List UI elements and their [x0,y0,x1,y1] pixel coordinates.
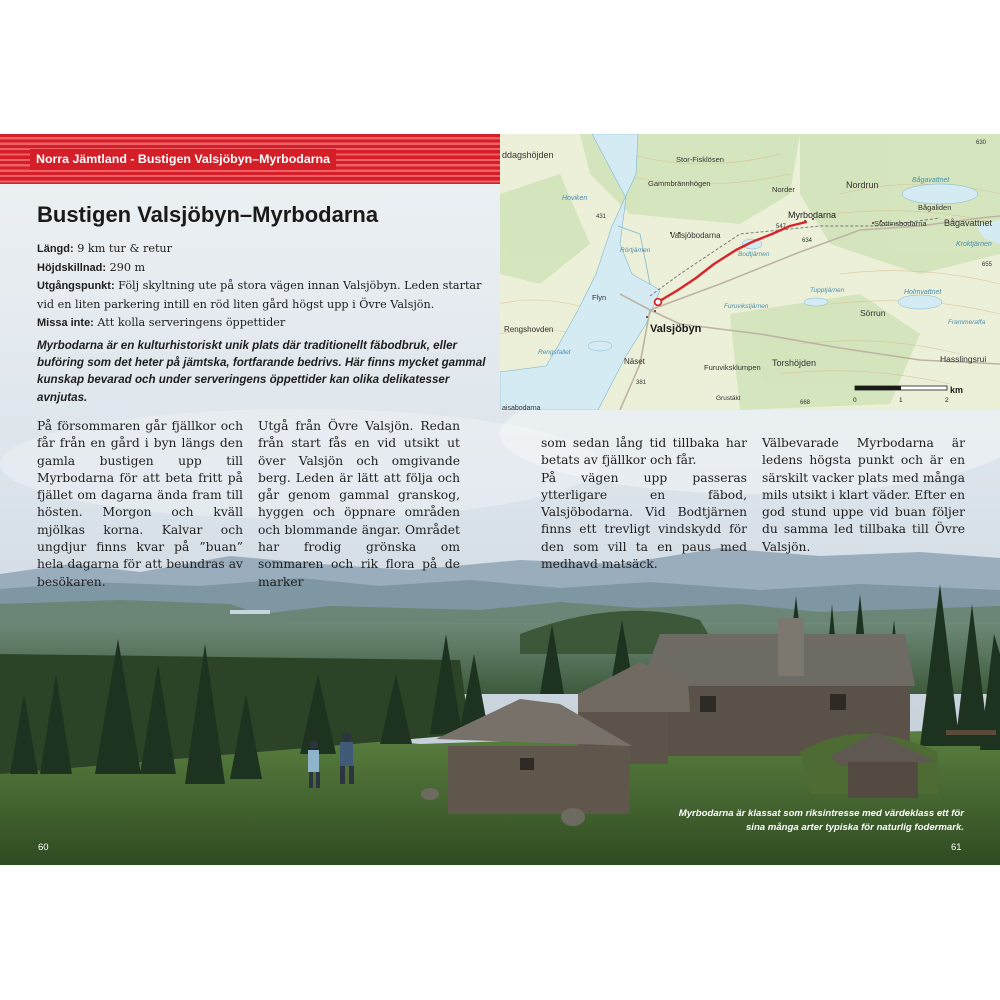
fact-length [37,240,487,259]
map-label: Stor-Fisklösen [676,155,724,164]
scale-tick: 1 [899,397,903,404]
map-label: 547 [776,224,787,230]
section-tag: Norra Jämtland - Bustigen Valsjöbyn–Myrbodarna [30,149,336,170]
map-label: Stattinsbodarna [874,219,927,228]
map-label: Rengsfallet [538,349,571,356]
map-label: Bodtjärnen [738,251,770,258]
map-label: Frammeraffa [948,319,986,326]
map-label: 668 [800,400,811,406]
map-label: Tupptjärnen [810,287,845,294]
article-title: Bustigen Valsjöbyn–Myrbodarna [37,202,379,227]
map-label: Holmvattnet [904,289,942,296]
fact-elevation [37,259,487,278]
map-label: Nordrun [846,180,879,190]
map-canvas [500,134,1000,410]
fact-label: Höjdskillnad: [37,261,107,274]
photo-caption: Myrbodarna är klassat som riksintresse med värdeklass ett för sina många arter typiska för naturlig fodermark. [678,808,964,833]
map-label: Bågavattnet [944,218,993,228]
scale-tick: 0 [853,397,857,404]
map-label: Grustäkt [716,395,741,402]
map-label: Bågavattnet [912,177,950,184]
map-label: Hoviken [562,195,588,202]
body-column-3: som sedan lång tid tillbaka har betats av fjällkor och får. På vägen upp passeras ytterligare en fäbod, Valsjöbodarna. Vid Bodtjärnen finns ett trevligt vindskydd för den som vill ta en paus med medhavd matsäck. [541,436,747,572]
map-label: Myrbodarna [788,210,837,220]
map-label: Rengshovden [504,325,554,334]
fact-label: Utgångspunkt: [37,280,115,293]
map-label: Näset [624,357,645,366]
map-label: 431 [596,214,607,220]
map-label: Furuviksklumpen [704,363,761,372]
map-label: aisabodarna [502,405,541,410]
map-label: 630 [976,140,987,146]
page-number-right: 61 [951,842,962,853]
map-label: Gammbrännhögen [648,179,711,188]
scale-tick: 2 [945,397,949,404]
page-number-left: 60 [38,842,49,853]
map-label: 655 [982,262,993,268]
map-label: Norder [772,185,795,194]
body-column-4: Välbevarade Myrbodarna är ledens högsta punkt och är en särskilt vacker plats med många mils utsikt i klart väder. Efter en god stund uppe vid buan följer du samma led tillbaka till Övre Valsjön. [762,436,965,554]
map-label: 634 [802,238,813,244]
body-column-2: Utgå från Övre Valsjön. Redan från start fås en vid utsikt ut över Valsjön och omgivande berg. Leden är lätt att följa och går genom gammal granskog, hyggen och öppnare områden och blommande ängar. Området har frodig grönska om sommaren och rik flora på de marker [258,419,460,589]
map-label: Torshöjden [772,358,817,368]
fact-label: Missa inte: [37,316,94,329]
facts-box [37,240,487,333]
map-label: Furuvikstjärnen [724,303,769,310]
fact-start [37,277,487,313]
fact-value: Följ skyltning ute på stora vägen innan Valsjöbyn. Leden startar vid en liten parkering intill en röd liten gård högst upp i Övre Valsjön. [37,279,482,312]
map-label: ddagshöjden [502,150,554,160]
map-label: Valsjöbyn [650,323,702,335]
map-label: Rörtjärnen [620,247,651,254]
map-label: Kroktjärnen [956,241,992,248]
map-label: Valsjöbodarna [670,231,721,240]
intro-text: Myrbodarna är en kulturhistoriskt unik plats där traditionellt fäbodbruk, eller buföring som det heter på jämtska, fortfarande bedrivs. Här finns mycket gammal kunskap bevarad och under serveringens öppettider kan olika delikatesser avnjutas. [37,339,486,404]
fact-value: 9 km tur & retur [77,242,172,255]
scale-unit: km [950,385,964,395]
page-spread [0,134,1000,865]
fact-dontmiss [37,314,487,333]
section-band [0,134,500,184]
map-label: Flyn [592,293,607,302]
fact-value: 290 m [109,260,146,274]
map-label: Bågaliden [918,203,952,212]
fact-value: Att kolla serveringens öppettider [97,315,286,329]
map-label: 381 [636,380,647,386]
map-label: Hasslingsrui [940,354,987,364]
map-label: Sörrun [860,308,886,318]
body-column-1: På försommaren går fjällkor och får från en gård i byn längs den gamla bustigen upp till Myrbodarna för att beta fritt på fjället om dagarna ända fram till hösten. Morgon och kväll mjölkas korna. Kalvar och ungdjur finns kvar på ”buan” hela dagarna för att beundras av besökaren. [37,419,243,589]
fact-label: Längd: [37,243,74,255]
route-map [500,134,1000,410]
